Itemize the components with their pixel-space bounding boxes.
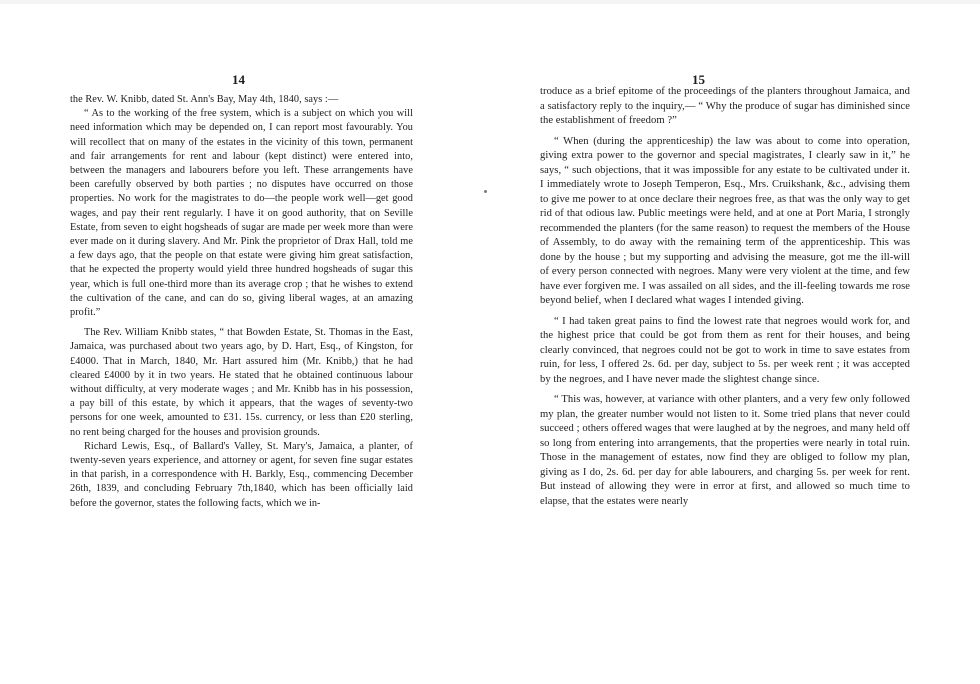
paragraph: “ I had taken great pains to find the lowest rate that negroes would work for, and the highest price that could be got from them as rent for their houses, and being clearly convinced, that negroes could not be got to work in time to save estates from ruin, for less, I offered 2s. 6d. per day, subject to 5s. per week rent ; it was accepted by the negroes, and I have never made the slightest change since. [540, 315, 910, 385]
paragraph: troduce as a brief epitome of the proceedings of the planters throughout Jamaica, and a satisfactory reply to the inquiry,— “ Why the produce of sugar has diminished since the establishment of freedom ?” [540, 86, 910, 126]
paragraph: “ As to the working of the free system, which is a subject on which you will need information which may be depended on, I can report most favourably. You will recollect that on many of the estates in the vicinity of this town, permanent and fair arrangements for rent and labour (kept distinct) were entered into, between the managers and labourers before you left. These arrangements have been carefully observed by both parties ; no disputes have occurred on those properties. No work for the magistrates to do—the people work well—get good wages, and pay their rent regularly. I have it on good authority, that on Seville Estate, from seven to eight hogsheads of sugar are made per week more than were ever made on it during slavery. And Mr. Pink the proprietor of Drax Hall, told me a few days ago, that the people on that estate were giving him great satisfaction, that he expected the property would yield three hundred hogsheads of sugar this year, which is full one-third more than its average crop ; that he wishes to extend the cultivation of the cane, and can do so, giving liberal wages, at an amazing profit.” [70, 108, 413, 319]
paragraph: The Rev. William Knibb states, “ that Bowden Estate, St. Thomas in the East, Jamaica, was purchased about two years ago, by D. Hart, Esq., of Kingston, for £4000. That in March, 1840, Mr. Hart assured him (Mr. Knibb,) that he had cleared £4000 by it in two years. He stated that he obtained continuous labour without difficulty, at very moderate wages ; and Mr. Knibb has in his possession, a pay bill of this estate, by which it appears, that the wages of seventy-two persons for one week, amounted to £31. 15s. currency, or less than £20 sterling, no rent being charged for the houses and provision grounds. [70, 327, 413, 438]
gutter-mark [484, 190, 487, 193]
paragraph: Richard Lewis, Esq., of Ballard's Valley, St. Mary's, Jamaica, a planter, of twenty-seven years experience, and attorney or agent, for seven fine sugar estates in that parish, in a correspondence with H. Barkly, Esq., commencing December 26th, 1839, and concluding February 7th,1840, which has been officially laid before the governor, states the following facts, which we in- [70, 440, 413, 509]
paragraph: the Rev. W. Knibb, dated St. Ann's Bay, May 4th, 1840, says :— [70, 94, 339, 105]
page-number: 14 [232, 72, 245, 87]
text-column [70, 93, 413, 511]
page-number: 15 [692, 72, 705, 87]
paragraph: “ This was, however, at variance with other planters, and a very few only followed my plan, the greater number would not listen to it. Some tried plans that never could succeed ; others offered wages that were laughed at by the negroes, and many held off so long from entering into arrangements, that the properties were nearly in total ruin. Those in the management of estates, now find they are obliged to follow my plan, giving as I do, 2s. 6d. per day for able labourers, and charging 5s. per week for rent. But instead of allowing they were in error at first, and allowed so much time to elapse, that the estates were nearly [540, 394, 910, 507]
paragraph: “ When (during the apprenticeship) the law was about to come into operation, giving extra power to the governor and special magistrates, I clearly saw in it,” he says, “ such objections, that it was impossible for any estate to be cultivated under it. I immediately wrote to Joseph Temperon, Esq., Mrs. Cruikshank, &c., advising them to give me power to at once declare their negroes free, as that was the only way to get rid of that odious law. Public meetings were held, and at one at Port Maria, I strongly recommended the planters (for the same reason) to request the members of the House of Assembly, to do away with the remaining term of the apprenticeship. This was done by the house ; but my supporting and advising the measure, got me the ill-will of every person connected with negroes. Many were very violent at the time, and few have ever forgiven me. I was assailed on all sides, and the ill-feeling towards me rose beyond belief, when I declared what wages I intended giving. [540, 135, 910, 306]
text-column [540, 85, 910, 509]
right-page [490, 0, 980, 684]
